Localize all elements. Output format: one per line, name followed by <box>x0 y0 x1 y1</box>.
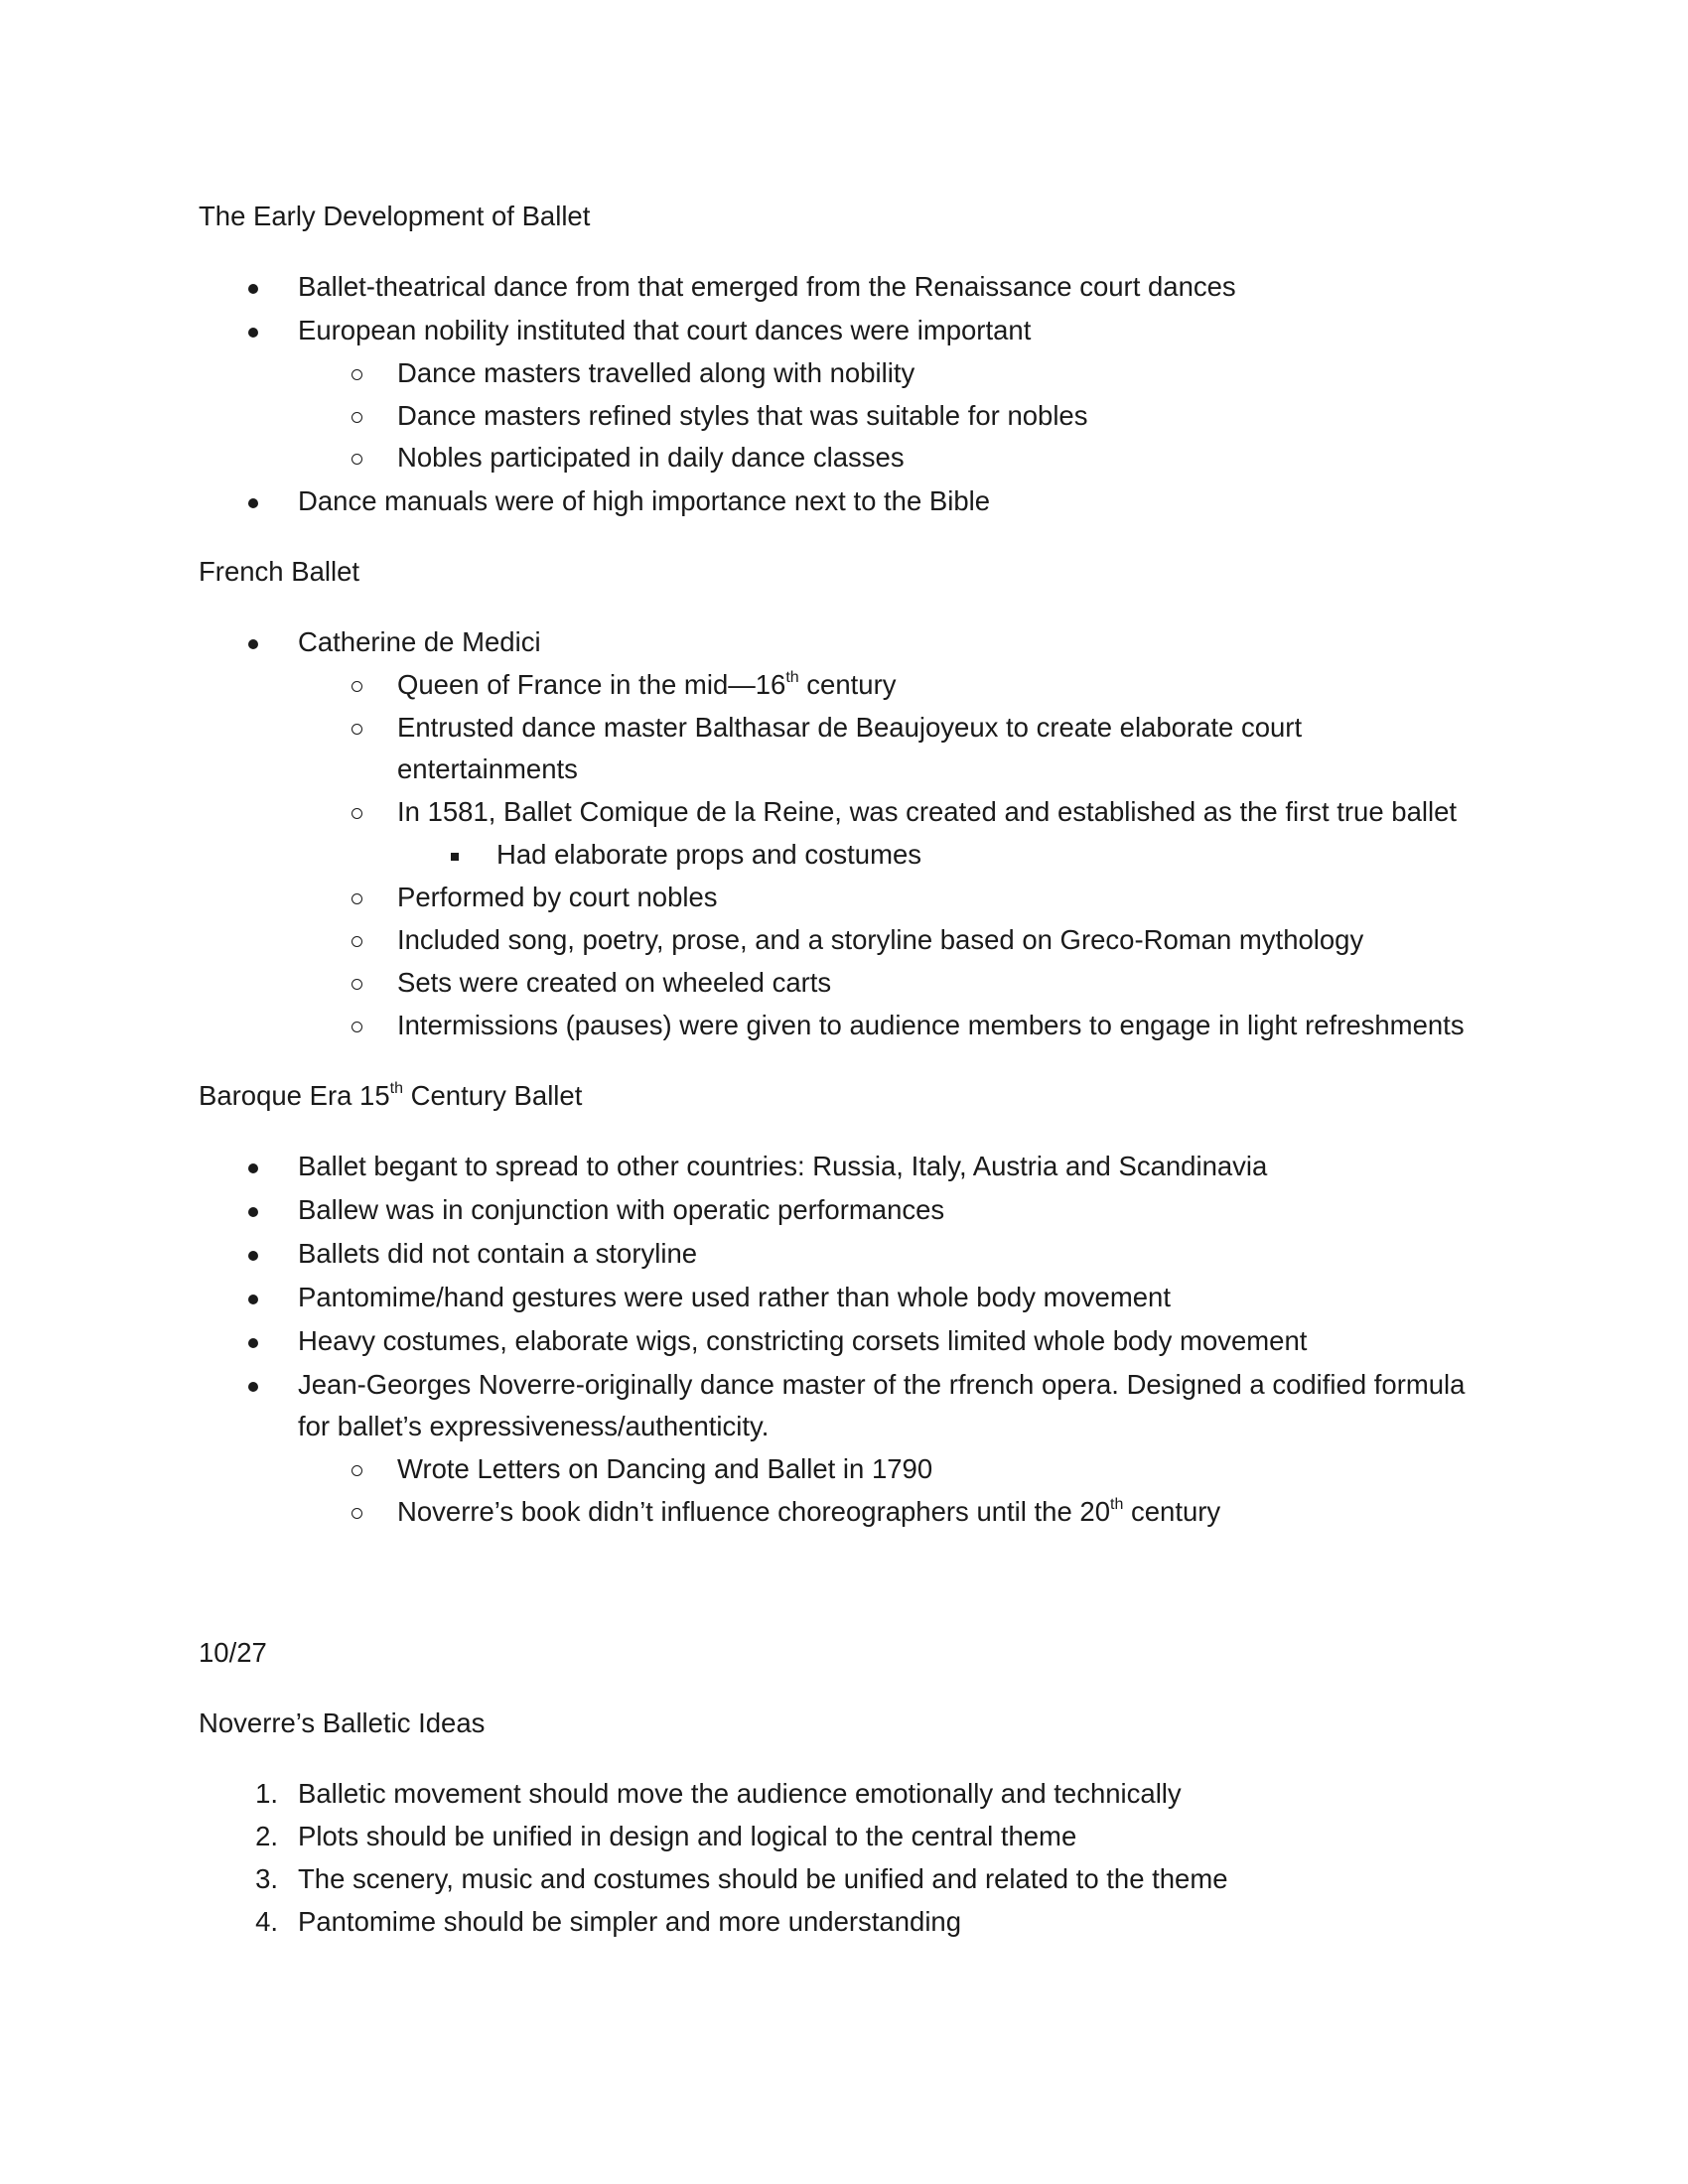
bullet-disc <box>233 1237 273 1271</box>
list-number: 4. <box>255 1906 278 1937</box>
heading-early-development: The Early Development of Ballet <box>199 201 591 231</box>
list-item: Balletic movement should move the audience emotionally and technically <box>298 1778 1182 1809</box>
list-item: Ballet-theatrical dance from that emerged from the Renaissance court dances <box>298 271 1236 302</box>
list-item: Catherine de Medici <box>298 626 541 657</box>
list-item: Ballets did not contain a storyline <box>298 1238 698 1269</box>
list-item: Pantomime should be simpler and more understanding <box>298 1906 962 1937</box>
list-item: European nobility instituted that court dances were important <box>298 315 1032 345</box>
list-item: Had elaborate props and costumes <box>496 839 922 870</box>
text-fragment: Noverre’s book didn’t influence choreographers until the 20 <box>397 1496 1110 1527</box>
list-item: Included song, poetry, prose, and a storyline based on Greco-Roman mythology <box>397 924 1364 955</box>
list-item: Sets were created on wheeled carts <box>397 967 832 998</box>
bullet-disc <box>233 270 273 304</box>
list-item: Ballew was in conjunction with operatic performances <box>298 1194 945 1225</box>
list-number: 1. <box>255 1778 278 1809</box>
text-fragment: century <box>1123 1496 1221 1527</box>
bullet-disc <box>233 484 273 518</box>
heading-noverre-ideas: Noverre’s Balletic Ideas <box>199 1707 486 1738</box>
bullet-disc <box>233 1281 273 1314</box>
list-item: Performed by court nobles <box>397 882 718 912</box>
superscript: th <box>389 1079 403 1097</box>
bullet-circle <box>337 881 376 914</box>
list-item: Plots should be unified in design and logical to the central theme <box>298 1821 1077 1851</box>
list-item: Entrusted dance master Balthasar de Beaujoyeux to create elaborate court <box>397 712 1303 743</box>
list-item: Nobles participated in daily dance classes <box>397 442 905 473</box>
bullet-circle <box>337 1452 376 1486</box>
date-label: 10/27 <box>199 1637 267 1668</box>
list-number: 2. <box>255 1821 278 1851</box>
list-item: Jean-Georges Noverre-originally dance master of the rfrench opera. Designed a codified formula <box>298 1369 1466 1400</box>
list-item: The scenery, music and costumes should be unified and related to the theme <box>298 1863 1228 1894</box>
bullet-disc <box>233 1368 273 1402</box>
heading-french-ballet: French Ballet <box>199 556 360 587</box>
list-item: Wrote Letters on Dancing and Ballet in 1790 <box>397 1453 933 1484</box>
bullet-square <box>435 838 475 872</box>
bullet-disc <box>233 1324 273 1358</box>
list-item: Dance manuals were of high importance next to the Bible <box>298 485 991 516</box>
bullet-circle <box>337 399 376 433</box>
list-item: Ballet begant to spread to other countries: Russia, Italy, Austria and Scandinavia <box>298 1151 1268 1181</box>
text-fragment: Century Ballet <box>402 1080 583 1111</box>
list-item <box>397 1495 1220 1529</box>
list-item: Dance masters travelled along with nobility <box>397 357 915 388</box>
list-item: Dance masters refined styles that was suitable for nobles <box>397 400 1088 431</box>
list-item-continuation: entertainments <box>397 753 578 784</box>
bullet-circle <box>337 795 376 829</box>
bullet-circle <box>337 441 376 475</box>
list-item-continuation: for ballet’s expressiveness/authenticity. <box>298 1411 770 1441</box>
text-fragment: Queen of France in the mid—16 <box>397 669 786 700</box>
bullet-disc <box>233 314 273 347</box>
superscript: th <box>1110 1495 1124 1513</box>
bullet-circle <box>337 711 376 745</box>
bullet-circle <box>337 356 376 390</box>
bullet-circle <box>337 966 376 1000</box>
bullet-circle <box>337 668 376 702</box>
list-item: In 1581, Ballet Comique de la Reine, was created and established as the first true ballet <box>397 796 1458 827</box>
list-item: Intermissions (pauses) were given to audience members to engage in light refreshments <box>397 1010 1465 1040</box>
text-fragment: Baroque Era 15 <box>199 1080 390 1111</box>
text-fragment: century <box>798 669 897 700</box>
bullet-circle <box>337 1495 376 1529</box>
superscript: th <box>785 668 799 686</box>
bullet-circle <box>337 1009 376 1042</box>
bullet-disc <box>233 1150 273 1183</box>
heading-baroque-era <box>199 1079 582 1113</box>
list-item: Pantomime/hand gestures were used rather than whole body movement <box>298 1282 1171 1312</box>
list-item <box>397 668 897 702</box>
list-number: 3. <box>255 1863 278 1894</box>
list-item: Heavy costumes, elaborate wigs, constricting corsets limited whole body movement <box>298 1325 1308 1356</box>
bullet-disc <box>233 1193 273 1227</box>
bullet-circle <box>337 923 376 957</box>
bullet-disc <box>233 625 273 659</box>
